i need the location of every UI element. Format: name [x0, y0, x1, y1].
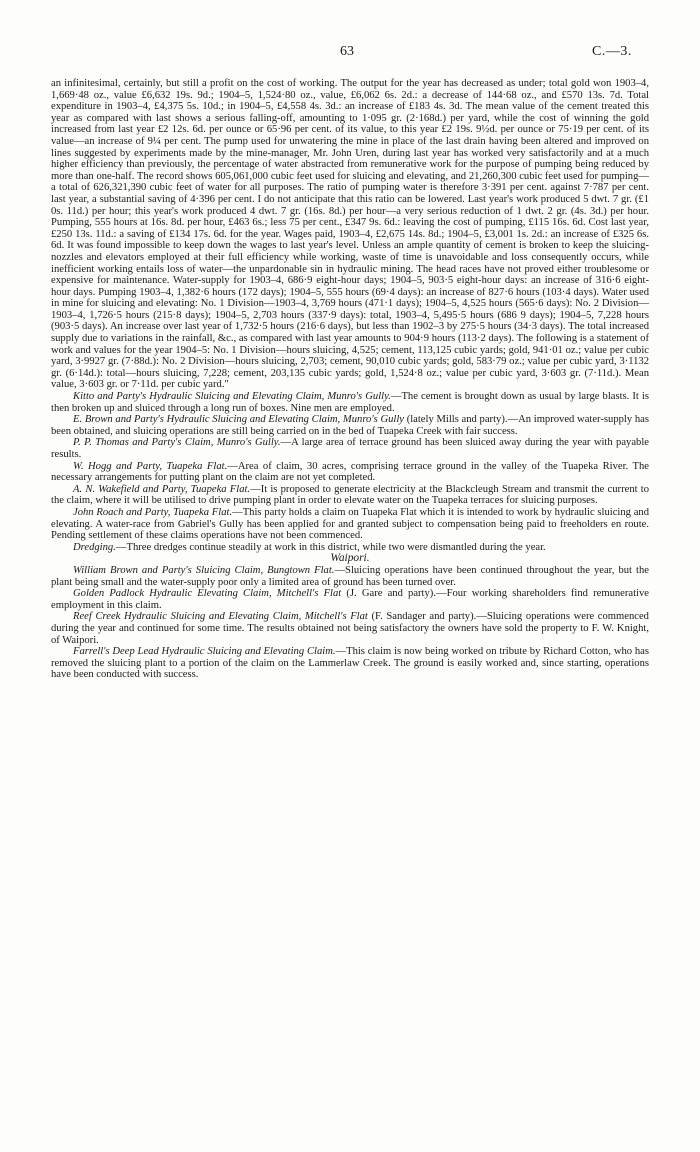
- page-header: [0, 44, 700, 62]
- claim-paragraph: [51, 461, 649, 484]
- claim-title: W. Hogg and Party, Tuapeka Flat.: [73, 460, 228, 472]
- section-heading-waipori: Waipori.: [330, 552, 370, 565]
- page-number: 63: [340, 44, 354, 59]
- claim-title: Dredging.: [73, 541, 116, 553]
- claim-paragraph: [51, 414, 649, 437]
- claim-text: —It is proposed to generate electricity at the Blackcleugh Stream and transmit the current to the claim, where it will be utilised to drive pumping plant in order to elevate water on the Tuapeka terraces for sluicing purposes.: [51, 483, 649, 507]
- claim-text: —Area of claim, 30 acres, comprising terrace ground in the valley of the Tuapeka River. The necessary arrangements for putting plant on the claim are not yet completed.: [51, 460, 649, 484]
- claim-text: —Sluicing operations have been continued throughout the year, but the plant being small and the water-supply poor only a limited area of ground has been turned over.: [51, 564, 649, 588]
- claim-text: (J. Gare and party).—Four working shareholders find remunerative employment in this claim.: [51, 588, 649, 611]
- waipori-claim-paragraph: [51, 611, 649, 646]
- claim-text: (F. Sandager and party).—Sluicing operations were commenced during the year and continued for some time. The results obtained not being satisfactory the owners have sold the property to F. W. Knight, of Waipori.: [51, 611, 649, 646]
- body-text: [51, 78, 649, 681]
- claim-title: E. Brown and Party's Hydraulic Sluicing and Elevating Claim, Munro's Gully: [73, 414, 404, 426]
- claim-text: —Three dredges continue steadily at work in this district, while two were dismantled during the year.: [115, 541, 546, 553]
- claim-text: —This claim is now being worked on tribute by Richard Cotton, who has removed the sluicing plant to a portion of the claim on the Lammerlaw Creek. The ground is easily worked and, since starting, operations have been conducted with success.: [51, 646, 649, 681]
- claim-paragraph: [51, 484, 649, 507]
- claim-title: Golden Padlock Hydraulic Elevating Claim, Mitchell's Flat: [73, 588, 342, 600]
- claim-text: —A large area of terrace ground has been sluiced away during the year with payable results.: [51, 437, 649, 460]
- claim-title: Reef Creek Hydraulic Sluicing and Elevating Claim, Mitchell's Flat: [73, 611, 368, 623]
- waipori-claim-paragraph: [51, 588, 649, 611]
- claim-title: Kitto and Party's Hydraulic Sluicing and Elevating Claim, Munro's Gully.: [73, 391, 391, 403]
- claim-title: A. N. Wakefield and Party, Tuapeka Flat.: [73, 483, 251, 495]
- waipori-claim-paragraph: [51, 565, 649, 588]
- claim-text: —The cement is brought down as usual by large blasts. It is then broken up and sluiced through a long run of boxes. Nine men are employed.: [51, 391, 649, 414]
- claim-text: (lately Mills and party).—An improved water-supply has been obtained, and sluicing operations are still being carried on in the bed of Tuapeka Creek with fair success.: [51, 414, 649, 437]
- claim-title: P. P. Thomas and Party's Claim, Munro's Gully.: [73, 437, 281, 449]
- claim-title: Farrell's Deep Lead Hydraulic Sluicing and Elevating Claim.: [73, 646, 336, 658]
- claim-paragraph: [51, 507, 649, 542]
- opening-paragraph: an infinitesimal, certainly, but still a profit on the cost of working. The output for the year has decreased as under; total gold won 1903–4, 1,669·48 oz., value £6,632 19s. 9d.; 1904–5, 1,524·80 oz., value, £6,062 6s. 2d.: a decrease of 144·68 oz., and £570 13s. 7d. Total expenditure in 1903–4, £4,375 5s. 10d.; in 1904–5, £4,558 4s. 3d.: an increase of £183 4s. 3d. The mean value of the cement treated this year as compared with last shows a serious falling-off, amounting to 1·095 gr. (2·168d.) per yard, while the cost of winning the gold increased from last year £2 12s. 6d. per ounce or 65·96 per cent. of its value, to this year £2 19s. 9½d. per ounce or 75·19 per cent. of its value—an increase of 9¼ per cent. The pump used for unwatering the mine in place of the last drain having been altered and improved on lines suggested by experiments made by the mine-manager, Mr. John Uren, during last year has worked very satisfactorily and at a much higher efficiency than previously, the percentage of water abstracted from remunerative work for the purpose of pumping being reduced by more than one-half. The record shows 605,061,000 cubic feet used for sluicing and elevating, and 21,260,300 cubic feet used for pumping—a total of 626,321,390 cubic feet of water for all purposes. The ratio of pumping water is therefore 3·391 per cent. against 7·787 per cent. last year, a substantial saving of 4·396 per cent. I do not anticipate that this ratio can be lowered. Last year's work produced 5 dwt. 7 gr. (£1 0s. 11d.) per hour; this year's work produced 4 dwt. 7 gr. (16s. 8d.) per hour—a very serious reduction of 1 dwt. 2 gr. (4s. 3d.) per hour. Pumping, 555 hours at 16s. 8d. per hour, £463 6s.; less 75 per cent., £347 9s. 6d.: leaving the cost of pumping, £115 16s. 6d. Cost last year, £250 13s. 11d.: a saving of £134 17s. 6d. for the year. Wages paid, 1903–4, £2,675 14s. 8d.; 1904–5, £3,001 1s. 2d.: an increase of £325 6s. 6d. It was found impossible to keep down the wages to last year's level. Unless an ample quantity of cement is broken to keep the sluicing-nozzles and elevators employed at their full efficiency while working, waste of time is unavoidable and loss consequently occurs, while inefficient working entails loss of water—the unpardonable sin in hydraulic mining. The head races have not proved either troublesome or expensive for maintenance. Water-supply for 1903–4, 686·9 eight-hour days; 1904–5, 903·5 eight-hour days: an increase of 316·6 eight-hour days. Pumping 1903–4, 1,382·6 hours (172 days); 1904–5, 555 hours (69·4 days): an increase of 827·6 hours (103·4 days). Water used in mine for sluicing and elevating: No. 1 Division—1903–4, 3,769 hours (471·1 days); 1904–5, 4,525 hours (565·6 days): No. 2 Division—1903–4, 1,726·5 hours (215·8 days); 1904–5, 2,703 hours (337·9 days): total, 1903–4, 5,495·5 hours (686 9 days); 1904–5, 7,228 hours (903·5 days). An increase over last year of 1,732·5 hours (216·6 days), but less than 1902–3 by 275·5 hours (34·3 days). The total increased supply due to variations in the rainfall, &c., as compared with last year amounts to 904·9 hours (113·2 days). The following is a statement of work and values for the year 1904–5: No. 1 Division—hours sluicing, 4,525; cement, 113,125 cubic yards; gold, 941·01 oz.; value per cubic yard, 3·9927 gr. (7·88d.): No. 2 Division—hours sluicing, 2,703; cement, 90,010 cubic yards; gold, 583·79 oz.; value per cubic yard, 3·1132 gr. (6·14d.): total—hours sluicing, 7,228; cement, 203,135 cubic yards; gold, 1,524·8 oz.; value per cubic yard, 3·603 gr. (7·11d.). Mean value, 3·603 gr. or 7·11d. per cubic yard.": [51, 78, 649, 391]
- waipori-claim-paragraph: [51, 646, 649, 681]
- document-reference: C.—3.: [592, 44, 632, 59]
- claim-title: William Brown and Party's Sluicing Claim, Bungtown Flat.: [73, 564, 335, 576]
- claim-title: John Roach and Party, Tuapeka Flat.: [73, 506, 233, 518]
- claim-text: —This party holds a claim on Tuapeka Flat which it is intended to work by hydraulic sluicing and elevating. A water-race from Gabriel's Gully has been applied for and granted subject to compensation being paid to freeholders en route. Pending settlement of these claims operations have not been commenced.: [51, 506, 649, 542]
- claim-paragraph: [51, 437, 649, 460]
- claim-paragraph: [51, 391, 649, 414]
